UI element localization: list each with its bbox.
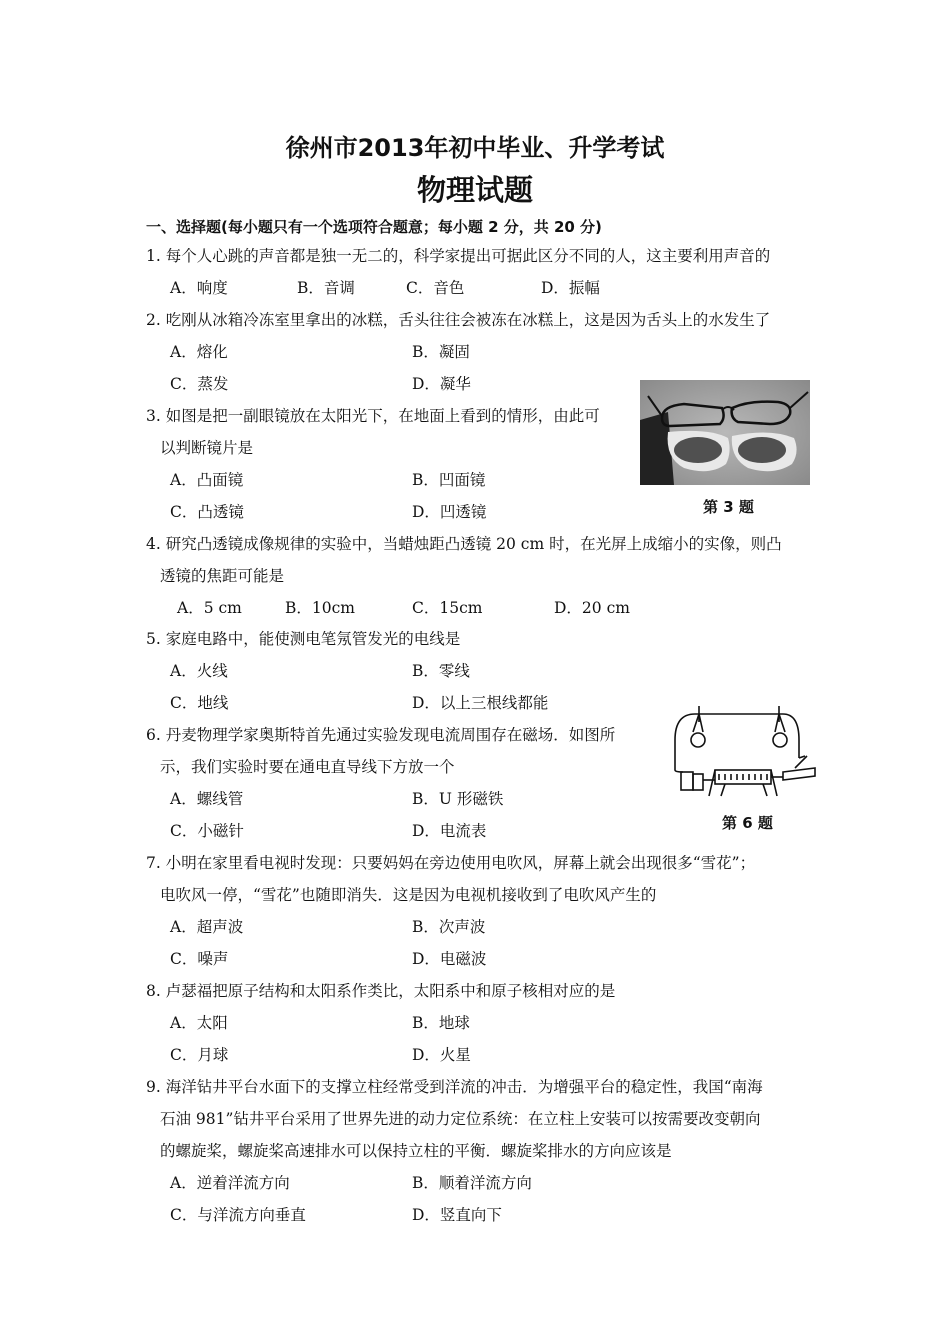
q7-stem-cont: 电吹风一停，“雪花”也随即消失．这是因为电视机接收到了电吹风产生的 <box>160 886 657 904</box>
q8-option-b: B．地球 <box>412 1014 470 1032</box>
q3-figure-caption: 第 3 题 <box>703 498 754 516</box>
q6-stem: 6. 丹麦物理学家奥斯特首先通过实验发现电流周围存在磁场．如图所 <box>146 726 616 744</box>
q2-option-a: A．熔化 <box>170 343 228 361</box>
q5-option-a: A．火线 <box>170 662 228 680</box>
section-heading: 一、选择题(每小题只有一个选项符合题意；每小题 2 分，共 20 分) <box>146 218 602 236</box>
q5-option-c: C．地线 <box>170 694 229 712</box>
q4-option-a: A．5 cm <box>177 599 242 617</box>
q6-option-b: B．U 形磁铁 <box>412 790 504 808</box>
exam-subtitle: 物理试题 <box>416 173 533 207</box>
q9-option-c: C．与洋流方向垂直 <box>170 1206 306 1224</box>
q6-stem-cont: 示，我们实验时要在通电直导线下方放一个 <box>160 758 455 776</box>
q1-option-a: A．响度 <box>170 279 228 297</box>
q7-option-b: B．次声波 <box>412 918 486 936</box>
q4-stem: 4. 研究凸透镜成像规律的实验中，当蜡烛距凸透镜 20 cm 时，在光屏上成缩小的实像，则凸 <box>146 535 782 553</box>
q8-option-d: D．火星 <box>412 1046 471 1064</box>
q5-option-d: D．以上三根线都能 <box>412 694 549 712</box>
q3-option-a: A．凸面镜 <box>170 471 244 489</box>
q4-option-c: C．15cm <box>412 599 483 617</box>
q2-option-d: D．凝华 <box>412 375 471 393</box>
q9-option-a: A．逆着洋流方向 <box>170 1174 290 1192</box>
q1-option-c: C．音色 <box>406 279 465 297</box>
q6-option-a: A．螺线管 <box>170 790 244 808</box>
q7-option-d: D．电磁波 <box>412 950 487 968</box>
q6-figure-caption: 第 6 题 <box>722 814 773 832</box>
q6-circuit-diagram <box>665 700 817 805</box>
q8-option-c: C．月球 <box>170 1046 229 1064</box>
q7-option-c: C．噪声 <box>170 950 229 968</box>
q9-stem-cont-2: 的螺旋桨，螺旋桨高速排水可以保持立柱的平衡．螺旋桨排水的方向应该是 <box>160 1142 672 1160</box>
q4-stem-cont: 透镜的焦距可能是 <box>160 567 285 585</box>
q2-option-b: B．凝固 <box>412 343 470 361</box>
q2-option-c: C．蒸发 <box>170 375 229 393</box>
q6-option-d: D．电流表 <box>412 822 487 840</box>
q1-stem: 1. 每个人心跳的声音都是独一无二的，科学家提出可据此区分不同的人，这主要利用声音的 <box>146 247 771 265</box>
q2-stem: 2. 吃刚从冰箱冷冻室里拿出的冰糕，舌头往往会被冻在冰糕上，这是因为舌头上的水发生了 <box>146 311 771 329</box>
q9-stem: 9. 海洋钻井平台水面下的支撑立柱经常受到洋流的冲击．为增强平台的稳定性，我国“南海 <box>146 1078 763 1096</box>
q1-option-d: D．振幅 <box>541 279 600 297</box>
q5-option-b: B．零线 <box>412 662 470 680</box>
q3-glasses-photo <box>640 380 810 485</box>
q3-stem: 3. 如图是把一副眼镜放在太阳光下，在地面上看到的情形，由此可 <box>146 407 600 425</box>
q1-option-b: B．音调 <box>297 279 355 297</box>
q9-stem-cont-1: 石油 981”钻井平台采用了世界先进的动力定位系统：在立柱上安装可以按需要改变朝向 <box>160 1110 761 1128</box>
q4-option-d: D．20 cm <box>554 599 630 617</box>
q8-option-a: A．太阳 <box>170 1014 228 1032</box>
q7-stem: 7. 小明在家里看电视时发现：只要妈妈在旁边使用电吹风，屏幕上就会出现很多“雪花”； <box>146 854 756 872</box>
q3-option-d: D．凹透镜 <box>412 503 487 521</box>
q5-stem: 5. 家庭电路中，能使测电笔氖管发光的电线是 <box>146 630 461 648</box>
q9-option-d: D．竖直向下 <box>412 1206 502 1224</box>
q3-stem-cont: 以判断镜片是 <box>160 439 254 457</box>
q3-option-c: C．凸透镜 <box>170 503 244 521</box>
q8-stem: 8. 卢瑟福把原子结构和太阳系作类比，太阳系中和原子核相对应的是 <box>146 982 616 1000</box>
q9-option-b: B．顺着洋流方向 <box>412 1174 532 1192</box>
q6-option-c: C．小磁针 <box>170 822 244 840</box>
q7-option-a: A．超声波 <box>170 918 244 936</box>
exam-title: 徐州市2013年初中毕业、升学考试 <box>285 134 665 162</box>
q3-option-b: B．凹面镜 <box>412 471 486 489</box>
q4-option-b: B．10cm <box>285 599 355 617</box>
